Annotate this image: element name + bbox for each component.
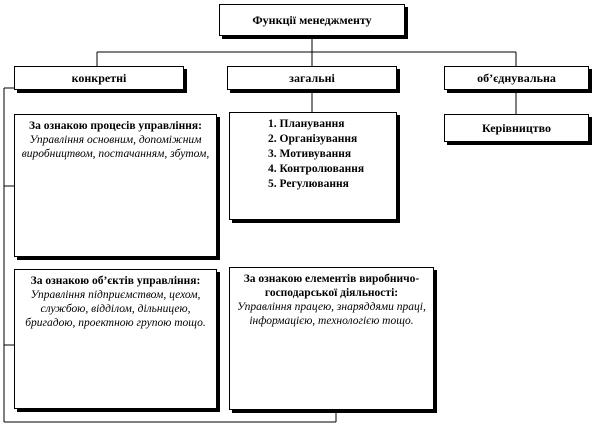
category-unifying (444, 66, 589, 90)
unifying-item-label: Керівництво (481, 120, 552, 135)
diagram-title (219, 4, 405, 36)
general-function-item: 4. Контролювання (268, 163, 365, 175)
general-function-item: 3. Мотивування (268, 148, 352, 160)
specific-box-objects-body: Управління підприємством, цехом, службою, відділом, дільницею, бригадою, проектною групою тощо. (25, 289, 206, 329)
unifying-item-box (444, 114, 589, 142)
general-functions-list (229, 112, 397, 220)
general-box-elements-body: Управління працею, знаряддями праці, інформацією, технологією тощо. (237, 301, 426, 327)
category-general-label: загальні (289, 70, 335, 85)
specific-box-objects (14, 269, 217, 409)
category-specific (14, 66, 184, 90)
specific-box-processes (14, 114, 217, 257)
general-function-item: 5. Регулювання (268, 178, 349, 190)
specific-box-processes-body: Управління основним, допоміжним виробництвом, постачанням, збутом, (21, 134, 210, 160)
general-box-elements-heading: За ознакою елементів виробничо-господарської діяльності: (243, 273, 420, 299)
diagram-title-text: Функції менеджменту (252, 12, 372, 27)
general-box-elements (229, 267, 434, 410)
category-unifying-label: об’єднувальна (477, 70, 556, 85)
category-general (227, 66, 397, 90)
general-function-item: 1. Планування (268, 118, 345, 130)
category-specific-label: конкретні (71, 70, 127, 85)
specific-box-objects-heading: За ознакою об’єктів управління: (30, 275, 201, 287)
general-function-item: 2. Організування (268, 133, 358, 145)
specific-box-processes-heading: За ознакою процесів управління: (29, 120, 202, 132)
